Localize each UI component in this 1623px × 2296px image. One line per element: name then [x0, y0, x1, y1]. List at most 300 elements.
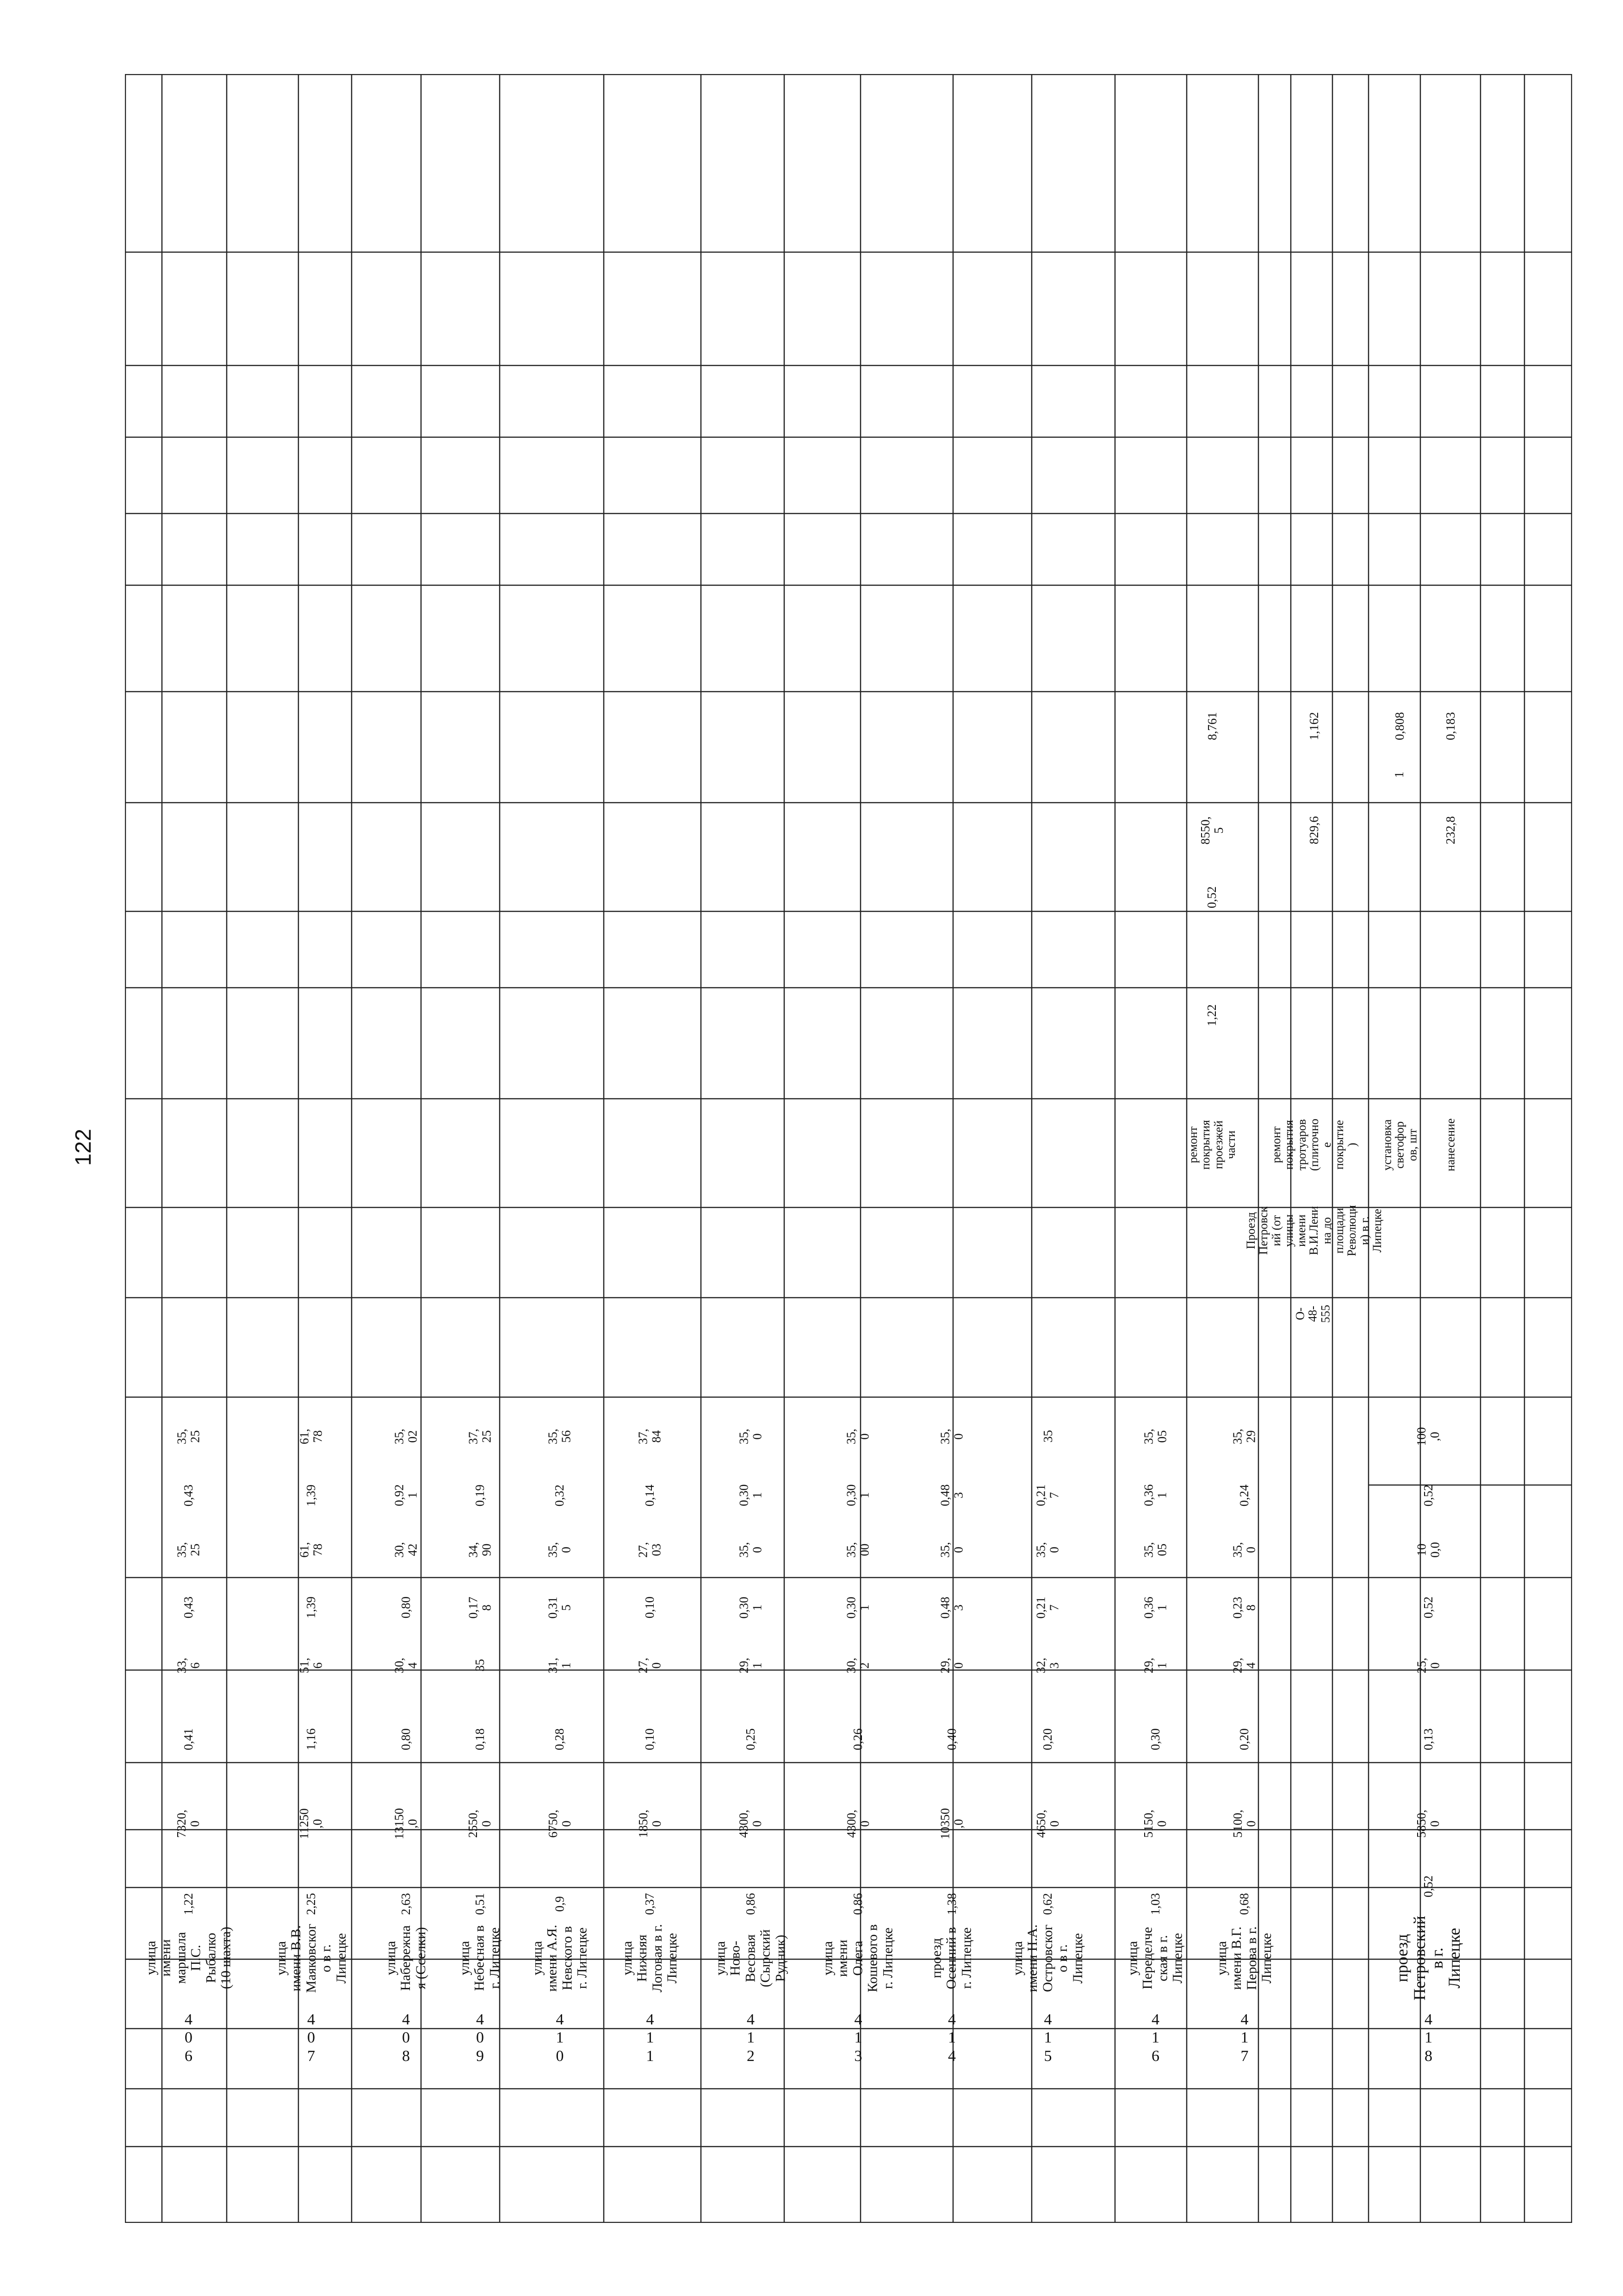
value-c7: 0,31 5: [545, 1597, 573, 1619]
row-number-cell: [442, 2005, 518, 2070]
value-c10-cell: [1205, 1404, 1284, 1469]
value-c8-cell: [990, 1522, 1106, 1578]
value-c10: 37, 84: [636, 1429, 663, 1444]
road-length-cell: [699, 1862, 803, 1915]
road-length: 0,86: [743, 1893, 757, 1915]
street-name: улица Ново- Весовая (Сырский Рудник): [712, 1929, 788, 1987]
work-area-cell: [1175, 791, 1249, 870]
value-c10: 35, 02: [392, 1429, 420, 1444]
road-area-cell: [803, 1786, 914, 1862]
value-c10: 100 ,0: [1414, 1427, 1442, 1446]
value-c10-cell: [252, 1404, 370, 1469]
road-length: 1,03: [1148, 1893, 1162, 1915]
value-c9: 0,52: [1421, 1484, 1435, 1507]
road-length-cell: [803, 1862, 914, 1915]
value-c5-cell: [914, 1693, 990, 1786]
street-name: улица Набережна я (Сселки): [383, 1925, 428, 1991]
value-c5: 0,18: [472, 1728, 487, 1751]
value-c8-cell: [370, 1522, 442, 1578]
road-area-cell: [1284, 1786, 1573, 1862]
street-name: улица имени В.В. Маяковског о в г. Липецке: [273, 1923, 349, 1993]
value-c6-cell: [601, 1638, 699, 1693]
street-name-cell: [1106, 1911, 1205, 2005]
street-name: улица имени В.Г. Перова в г. Липецке: [1214, 1926, 1275, 1990]
road-area-cell: [699, 1786, 803, 1862]
value-c10-cell: [1106, 1404, 1205, 1469]
work-length-cell: [1249, 925, 1379, 1106]
value-c6-cell: [1205, 1638, 1284, 1693]
value-c6-cell: [1106, 1638, 1205, 1693]
value-c8: 27, 03: [636, 1542, 663, 1558]
value-c5: 0,80: [398, 1728, 413, 1751]
value-c7: 0,48 3: [938, 1597, 966, 1619]
row-number-cell: [370, 2005, 442, 2070]
road-area: 4300, 0: [844, 1810, 872, 1838]
street-name: улица имени А.Я. Невского в г. Липецке: [529, 1925, 590, 1992]
value-c8-cell: [252, 1522, 370, 1578]
row-number: 4 1 7: [1240, 2011, 1249, 2065]
work-quantity-cell: [1175, 759, 1249, 791]
row-number: 4 1 0: [556, 2011, 564, 2065]
road-area: 5100, 0: [1230, 1810, 1258, 1838]
value-c6-cell: [1284, 1638, 1573, 1693]
row-number-cell: [914, 2005, 990, 2070]
row-number: 4 1 4: [948, 2011, 956, 2065]
work-quantity-cell: [1420, 759, 1481, 791]
value-c10-cell: [914, 1404, 990, 1469]
value-c7-cell: [370, 1578, 442, 1638]
value-c7-cell: [125, 1578, 252, 1638]
value-c6: 30, 2: [844, 1658, 872, 1673]
value-c8-cell: [601, 1522, 699, 1578]
street-name-cell: [252, 1911, 370, 2005]
value-c10-cell: [601, 1404, 699, 1469]
value-c9: 1,39: [304, 1484, 318, 1507]
road-area: 13150 ,0: [392, 1808, 420, 1840]
row-number-cell: [1284, 2005, 1573, 2070]
value-c8: 35, 25: [174, 1542, 202, 1558]
work-type: нанесение: [1443, 1118, 1457, 1172]
work-length-2-cell: [1420, 870, 1481, 925]
row-number-cell: [1205, 2005, 1284, 2070]
value-c5-cell: [990, 1693, 1106, 1786]
value-c6-cell: [699, 1638, 803, 1693]
value-c8-cell: [1284, 1522, 1573, 1578]
value-c5-cell: [442, 1693, 518, 1786]
value-c7-cell: [442, 1578, 518, 1638]
value-c8-cell: [1205, 1522, 1284, 1578]
work-area: 8550, 5: [1198, 816, 1226, 845]
value-c7-cell: [518, 1578, 601, 1638]
row-number-cell: [518, 2005, 601, 2070]
work-type-cell: [1249, 1106, 1379, 1184]
work-length-2-cell: [1249, 870, 1379, 925]
work-cost: 1,162: [1307, 712, 1321, 741]
street-name-cell: [803, 1911, 914, 2005]
road-area-cell: [442, 1786, 518, 1862]
street-name-cell: [518, 1911, 601, 2005]
street-name: улица имени Н.А. Островског о в г. Липецке: [1010, 1924, 1085, 1992]
value-c6-cell: [990, 1638, 1106, 1693]
value-c10: 35, 56: [545, 1429, 573, 1444]
value-c8-cell: [518, 1522, 601, 1578]
row-number: 4 1 8: [1425, 2011, 1432, 2065]
value-c5-cell: [803, 1693, 914, 1786]
work-area-cell: [1379, 791, 1420, 870]
road-area-cell: [518, 1786, 601, 1862]
road-length-cell: [125, 1862, 252, 1915]
value-c9-cell: [1205, 1469, 1284, 1522]
value-c9: 0,30 1: [844, 1484, 872, 1507]
street-name-cell: [1284, 1911, 1573, 2005]
road-length-cell: [518, 1862, 601, 1911]
value-c6: 35: [472, 1659, 487, 1672]
road-area: 1850, 0: [636, 1810, 663, 1838]
value-c5-cell: [252, 1693, 370, 1786]
work-length-cell: [1175, 925, 1249, 1106]
work-length: 1,22: [1205, 1004, 1219, 1027]
work-type: ремонт покрытия тротуаров (плиточно е покрытие ): [1269, 1119, 1359, 1171]
work-cost-cell: [1175, 694, 1249, 759]
value-c5: 0,10: [643, 1728, 657, 1751]
value-c6-cell: [252, 1638, 370, 1693]
value-c8-cell: [442, 1522, 518, 1578]
row-number: 4 0 7: [307, 2011, 315, 2065]
road-length-cell: [252, 1862, 370, 1915]
road-area: 10350 ,0: [938, 1808, 966, 1840]
value-c7: 0,23 8: [1230, 1597, 1258, 1619]
value-c7-cell: [601, 1578, 699, 1638]
page-number: 122: [71, 1128, 96, 1166]
street-name-cell: [990, 1911, 1106, 2005]
value-c8: 35, 0: [1230, 1542, 1258, 1558]
row-number: 4 0 6: [185, 2011, 192, 2065]
road-length-cell: [1205, 1862, 1284, 1915]
work-length-cell: [1379, 925, 1420, 1106]
road-length: 0,62: [1041, 1893, 1055, 1915]
road-area: 2550, 0: [466, 1810, 494, 1838]
work-cost: 8,761: [1205, 712, 1219, 741]
value-c9-cell: [252, 1469, 370, 1522]
value-c8: 35, 00: [844, 1542, 872, 1558]
row-number: 4 0 8: [402, 2011, 410, 2065]
row-number-cell: [803, 2005, 914, 2070]
value-c8: 10 0,0: [1414, 1542, 1442, 1558]
value-c8-cell: [803, 1522, 914, 1578]
work-quantity: 1: [1392, 772, 1406, 778]
street-name-cell: [601, 1911, 699, 2005]
work-length-2-cell: [1175, 870, 1249, 925]
value-c10-cell: [990, 1404, 1106, 1469]
work-cost-cell: [1379, 694, 1420, 759]
street-name-cell: [914, 1911, 990, 2005]
road-length-cell: [990, 1862, 1106, 1915]
value-c7-cell: [803, 1578, 914, 1638]
value-c10: 35, 0: [737, 1429, 764, 1444]
value-c7-cell: [252, 1578, 370, 1638]
value-c5: 0,13: [1421, 1728, 1435, 1751]
work-cost-cell: [1420, 694, 1481, 759]
road-length-cell: [601, 1862, 699, 1915]
street-name-cell: [1205, 1911, 1284, 2005]
value-c7: 0,30 1: [737, 1597, 764, 1619]
work-type-cell: [1420, 1106, 1481, 1184]
value-c9-cell: [699, 1469, 803, 1522]
value-c8: 35, 0: [938, 1542, 966, 1558]
value-c9: 0,24: [1237, 1484, 1251, 1507]
value-c7: 0,36 1: [1141, 1597, 1169, 1619]
work-quantity-cell: [1249, 759, 1379, 791]
value-c7: 0,17 8: [466, 1597, 494, 1619]
value-c9: 0,92 1: [392, 1484, 420, 1507]
work-type: установка светофор ов, шт: [1380, 1119, 1419, 1171]
value-c7: 0,10: [643, 1597, 657, 1619]
value-c8-cell: [125, 1522, 252, 1578]
row-number-cell: [125, 2005, 252, 2070]
value-c9: 0,32: [552, 1484, 567, 1507]
value-c9: 0,19: [472, 1484, 487, 1507]
value-c9-cell: [914, 1469, 990, 1522]
road-length-cell: [1284, 1862, 1573, 1911]
value-c10-cell: [442, 1404, 518, 1469]
street-name-cell: [442, 1911, 518, 2005]
street-name-cell: [699, 1911, 803, 2005]
street-name-cell: [370, 1911, 442, 2005]
work-type: ремонт покрытия проезжей части: [1186, 1120, 1238, 1170]
value-c8: 30, 42: [392, 1542, 420, 1558]
value-c6-cell: [914, 1638, 990, 1693]
road-length-cell: [370, 1862, 442, 1915]
value-c9-cell: [518, 1469, 601, 1522]
value-c8-cell: [699, 1522, 803, 1578]
value-c9-cell: [370, 1469, 442, 1522]
work-type-cell: [1379, 1106, 1420, 1184]
street-name: улица имени маршала П.С. Рыбалко (10 шахта): [143, 1927, 234, 1989]
street-name: улица имени Олега Кошевого в г. Липецке: [820, 1924, 896, 1993]
value-c6: 32, 3: [1034, 1658, 1061, 1673]
road-area-cell: [252, 1786, 370, 1862]
row-number: 4 1 2: [747, 2011, 755, 2065]
value-c6: 33, 6: [174, 1658, 202, 1673]
road-length: 1,38: [944, 1893, 959, 1915]
work-cost-cell: [1249, 694, 1379, 759]
value-c10: 35: [1041, 1430, 1055, 1443]
value-c10-cell: [803, 1404, 914, 1469]
value-c9-cell: [125, 1469, 252, 1522]
object-name-cell: [1245, 1184, 1383, 1277]
value-c5-cell: [1284, 1693, 1573, 1786]
road-area: 7320, 0: [174, 1810, 202, 1838]
row-number-cell: [1106, 2005, 1205, 2070]
value-c5: 0,41: [181, 1728, 195, 1751]
value-c9-cell: [601, 1469, 699, 1522]
value-c6-cell: [442, 1638, 518, 1693]
road-length-cell: [914, 1862, 990, 1915]
row-number-cell: [990, 2005, 1106, 2070]
value-c10: 35, 25: [174, 1429, 202, 1444]
value-c10-cell: [370, 1404, 442, 1469]
road-area: 6750, 0: [545, 1810, 573, 1838]
value-c6: 30, 4: [392, 1658, 420, 1673]
value-c5: 0,20: [1041, 1728, 1055, 1751]
value-c7: 1,39: [304, 1597, 318, 1619]
road-length-cell: [442, 1862, 518, 1915]
work-length-cell: [1420, 925, 1481, 1106]
road-length: 0,51: [472, 1893, 487, 1915]
value-c5-cell: [1106, 1693, 1205, 1786]
work-area-cell: [1420, 791, 1481, 870]
value-c8-cell: [914, 1522, 990, 1578]
value-c10: 35, 05: [1141, 1429, 1169, 1444]
work-area: 232,8: [1443, 816, 1457, 845]
value-c10: 37, 25: [466, 1429, 494, 1444]
value-c9-cell: [1284, 1469, 1573, 1522]
road-area: 4300, 0: [737, 1810, 764, 1838]
value-c10-cell: [125, 1404, 252, 1469]
work-quantity-cell: [1379, 759, 1420, 791]
road-length: 1,22: [181, 1893, 195, 1915]
value-c10: 35, 0: [844, 1429, 872, 1444]
value-c7: 0,43: [181, 1597, 195, 1619]
value-c8: 35, 0: [545, 1542, 573, 1558]
value-c7-cell: [990, 1578, 1106, 1638]
value-c6-cell: [370, 1638, 442, 1693]
street-name: проезд Петровский в г. Липецке: [1392, 1916, 1464, 2000]
row-number: 4 1 1: [646, 2011, 654, 2065]
value-c5: 1,16: [304, 1728, 318, 1751]
work-cost: 0,183: [1443, 712, 1457, 741]
work-length-2: 0,52: [1205, 886, 1219, 909]
value-c9: 0,30 1: [737, 1484, 764, 1507]
work-type-cell: [1175, 1106, 1249, 1184]
work-length-2-cell: [1379, 870, 1420, 925]
value-c5-cell: [601, 1693, 699, 1786]
road-length-cell: [1106, 1862, 1205, 1915]
value-c6: 27, 0: [636, 1658, 663, 1673]
value-c8-cell: [1106, 1522, 1205, 1578]
road-area: 5850, 0: [1414, 1810, 1442, 1838]
value-c5-cell: [518, 1693, 601, 1786]
value-c5: 0,25: [743, 1728, 757, 1751]
value-c6: 29, 1: [737, 1658, 764, 1673]
value-c7: 0,52: [1421, 1597, 1435, 1619]
object-code-cell: [1284, 1277, 1342, 1351]
value-c7: 0,21 7: [1034, 1597, 1061, 1619]
value-c6: 31, 1: [545, 1658, 573, 1673]
value-c9: 0,36 1: [1141, 1484, 1169, 1507]
value-c6-cell: [518, 1638, 601, 1693]
work-cost: 0,808: [1392, 712, 1406, 741]
row-number-cell: [699, 2005, 803, 2070]
value-c7-cell: [1284, 1578, 1573, 1638]
value-c5-cell: [125, 1693, 252, 1786]
value-c9-cell: [442, 1469, 518, 1522]
value-c6-cell: [125, 1638, 252, 1693]
value-c10-cell: [1284, 1404, 1573, 1469]
value-c8: 61, 78: [297, 1542, 325, 1558]
row-number-cell: [252, 2005, 370, 2070]
street-name: улица Небесная в г. Липецке: [457, 1925, 502, 1991]
row-number: 4 1 3: [854, 2011, 862, 2065]
value-c6: 29, 0: [938, 1658, 966, 1673]
row-number-cell: [601, 2005, 699, 2070]
row-number: 4 0 9: [476, 2011, 484, 2065]
object-code: О- 48- 555: [1293, 1305, 1332, 1323]
road-area-cell: [990, 1786, 1106, 1862]
road-area-cell: [125, 1786, 252, 1862]
road-area: 11250 ,0: [297, 1808, 325, 1839]
road-area: 4650, 0: [1034, 1810, 1061, 1838]
road-area-cell: [1106, 1786, 1205, 1862]
road-area-cell: [1205, 1786, 1284, 1862]
value-c7: 0,30 1: [844, 1597, 872, 1619]
road-length: 2,63: [398, 1893, 413, 1915]
value-c10-cell: [699, 1404, 803, 1469]
street-name: улица Переделче ская в г. Липецке: [1125, 1927, 1185, 1989]
street-name-cell: [125, 1911, 252, 2005]
value-c6-cell: [803, 1638, 914, 1693]
value-c10: 35, 29: [1230, 1429, 1258, 1444]
value-c5: 0,26: [851, 1728, 865, 1751]
value-c10: 61, 78: [297, 1429, 325, 1444]
row-number: 4 1 6: [1152, 2011, 1159, 2065]
road-area: 5150, 0: [1141, 1810, 1169, 1838]
road-area-cell: [370, 1786, 442, 1862]
value-c5-cell: [699, 1693, 803, 1786]
value-c7-cell: [914, 1578, 990, 1638]
value-c9: 0,21 7: [1034, 1484, 1061, 1507]
value-c5: 0,20: [1237, 1728, 1251, 1751]
street-name: улица Нижняя Логовая в г. Липецке: [619, 1924, 680, 1993]
road-length: 0,9: [552, 1896, 567, 1912]
value-c9: 0,14: [643, 1484, 657, 1507]
object-name: Проезд Петровск ий (от улицы имени В.И.Лени на до площади Революци и) в г. Липецке: [1244, 1205, 1384, 1256]
value-c8: 35, 0: [737, 1542, 764, 1558]
road-length: 0,52: [1421, 1875, 1435, 1898]
value-c7: 0,80: [398, 1597, 413, 1619]
road-length: 2,25: [304, 1893, 318, 1915]
work-area: 829,6: [1307, 816, 1321, 845]
value-c9: 0,48 3: [938, 1484, 966, 1507]
value-c5-cell: [1205, 1693, 1284, 1786]
value-c9: 0,43: [181, 1484, 195, 1507]
value-c10-cell: [518, 1404, 601, 1469]
value-c9-cell: [990, 1469, 1106, 1522]
road-area-cell: [601, 1786, 699, 1862]
street-name: проезд Осенний в г. Липецке: [929, 1927, 974, 1989]
value-c6: 29, 1: [1141, 1658, 1169, 1673]
value-c6: 51, 6: [297, 1658, 325, 1673]
value-c8: 34, 90: [466, 1542, 494, 1558]
row-number: 4 1 5: [1044, 2011, 1052, 2065]
value-c5-cell: [370, 1693, 442, 1786]
value-c8: 35, 0: [1034, 1542, 1061, 1558]
value-c7-cell: [1106, 1578, 1205, 1638]
value-c7-cell: [699, 1578, 803, 1638]
value-c5: 0,28: [552, 1728, 567, 1751]
work-area-cell: [1249, 791, 1379, 870]
road-length: 0,68: [1237, 1893, 1251, 1915]
value-c10: 35, 0: [938, 1429, 966, 1444]
value-c6: 25, 0: [1414, 1658, 1442, 1673]
value-c8: 35, 05: [1141, 1542, 1169, 1558]
road-length: 0,37: [643, 1893, 657, 1915]
value-c5: 0,30: [1148, 1728, 1162, 1751]
value-c9-cell: [1106, 1469, 1205, 1522]
value-c5: 0,40: [944, 1728, 959, 1751]
value-c6: 29, 4: [1230, 1658, 1258, 1673]
road-area-cell: [914, 1786, 990, 1862]
